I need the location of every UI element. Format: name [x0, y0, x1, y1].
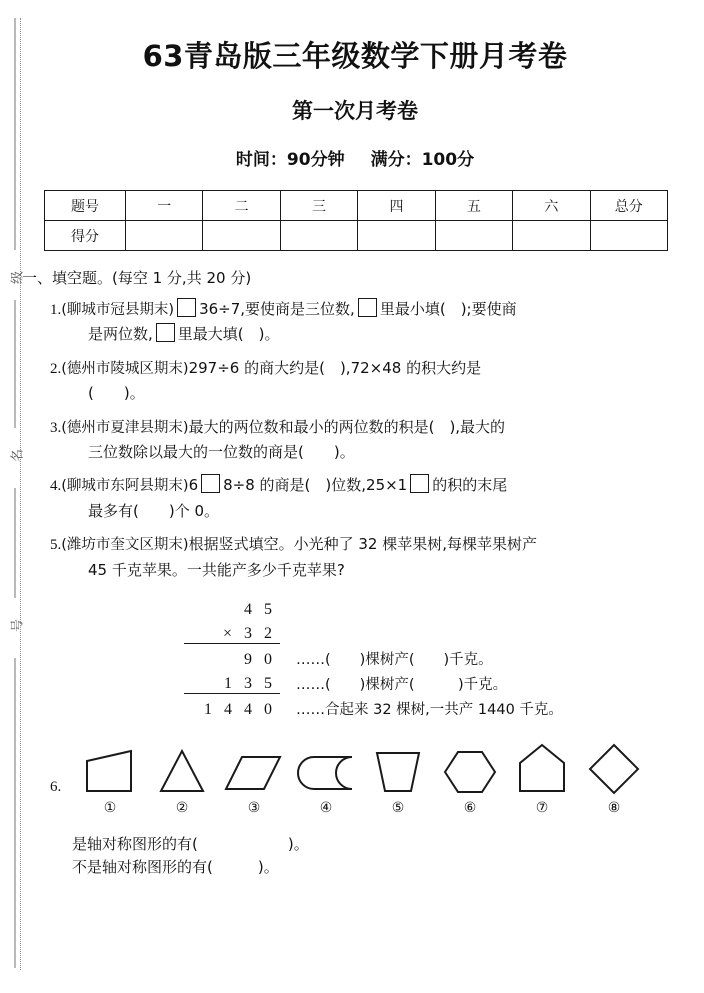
question-2-source: (德州市陵城区期末): [61, 360, 189, 377]
question-6-prompt-symmetric: 是轴对称图形的有( )。: [72, 834, 309, 853]
question-1-text-e: 里最大填(: [177, 325, 244, 344]
question-6: [50, 735, 704, 831]
shape-label-4: ④: [319, 799, 333, 816]
column-header-3: 三: [280, 191, 357, 221]
row-label-question-no: 题号: [45, 191, 126, 221]
product-note: ……合起来 32 棵树,一共产 1440 千克。: [296, 701, 563, 718]
shape-item-8[interactable]: [578, 735, 650, 816]
partial-product-2: 1 3 5: [184, 675, 280, 694]
shape-label-1: ①: [103, 799, 117, 816]
shape-label-7: ⑦: [535, 799, 549, 816]
shape-label-6: ⑥: [463, 799, 477, 816]
product-value: 1 4 4 0: [204, 700, 276, 718]
column-header-6: 六: [513, 191, 590, 221]
question-1-text-c: );要使商: [445, 300, 517, 318]
score-cell-1[interactable]: [126, 221, 203, 251]
question-6-number: 6.: [50, 778, 62, 795]
margin-label-grade: 级: [10, 271, 26, 285]
question-1-text-d: 是两位数,: [88, 325, 153, 344]
question-5-number: 5.: [50, 537, 62, 554]
right-trapezoid-shape-icon: [83, 735, 137, 797]
margin-label-name: 名: [10, 449, 26, 463]
question-1-source: (聊城市冠县期末): [61, 302, 175, 318]
question-1-number: 1.: [50, 302, 62, 318]
question-1-text-f: )。: [243, 325, 280, 344]
parallelogram-shape-icon: [224, 735, 284, 797]
score-cell-6[interactable]: [513, 221, 590, 251]
inverted-trapezoid-shape-icon: [371, 735, 425, 797]
question-2-line2: ( )。: [88, 384, 145, 403]
table-row: [45, 221, 668, 251]
answer-box-icon[interactable]: [201, 474, 220, 493]
shape-label-8: ⑧: [607, 799, 621, 816]
multiplier-value: × 3 2: [184, 625, 280, 644]
vertical-multiplication: [184, 594, 704, 719]
shape-item-3[interactable]: [218, 735, 290, 816]
shape-item-5[interactable]: [362, 735, 434, 816]
answer-box-icon[interactable]: [358, 298, 377, 317]
score-cell-3[interactable]: [280, 221, 357, 251]
question-3-source: (德州市夏津县期末): [61, 419, 189, 436]
column-header-1: 一: [126, 191, 203, 221]
score-cell-total[interactable]: [590, 221, 667, 251]
question-2: [50, 356, 704, 406]
partial-product-1: 9 0: [244, 650, 276, 668]
total-score-label: 满分：100分: [370, 150, 475, 170]
multiplicand-value: 4 5: [244, 600, 276, 618]
seal-line-segment: [14, 18, 16, 250]
question-4-text-c: 的积的末尾: [432, 476, 508, 495]
question-4-number: 4.: [50, 478, 62, 495]
answer-box-icon[interactable]: [156, 323, 175, 342]
question-4-lead: 6: [188, 476, 199, 495]
question-5-line2: 45 千克苹果。一共能产多少千克苹果?: [88, 560, 345, 579]
question-2-text-b: ),72×48 的积大约是: [324, 358, 482, 377]
score-cell-2[interactable]: [203, 221, 280, 251]
shape-item-6[interactable]: [434, 735, 506, 816]
hexagon-shape-icon: [441, 735, 499, 797]
page-subtitle: 第一次月考卷: [292, 99, 418, 123]
column-header-total: 总分: [590, 191, 667, 221]
question-3-text-a: 最大的两位数和最小的两位数的积是(: [188, 417, 435, 436]
seal-line-segment: [14, 300, 16, 428]
shape-item-1[interactable]: [74, 735, 146, 816]
exam-sheet: [22, 0, 704, 993]
section-heading-fill-in-blank: 一、填空题。(每空 1 分,共 20 分): [22, 269, 252, 287]
column-header-5: 五: [435, 191, 512, 221]
calc-row-multiplier: [184, 619, 704, 644]
question-1-text-b: 里最小填(: [379, 300, 446, 318]
seal-line-margin: [0, 0, 34, 993]
triangle-shape-icon: [155, 735, 209, 797]
shape-label-3: ③: [247, 799, 261, 816]
answer-box-icon[interactable]: [177, 298, 196, 317]
question-3-number: 3.: [50, 419, 62, 436]
question-1: [50, 297, 704, 347]
partial-note-2: ……( )棵树产( )千克。: [296, 676, 508, 693]
calc-row-multiplicand: [184, 594, 704, 619]
question-4-text-a: 8÷8 的商是(: [223, 476, 311, 495]
shape-gallery: [74, 735, 650, 816]
question-6-prompt-asymmetric: 不是轴对称图形的有( )。: [72, 857, 279, 876]
shape-item-7[interactable]: [506, 735, 578, 816]
calc-row-partial-2: [184, 669, 704, 694]
seal-line-dotted: [20, 18, 21, 970]
answer-box-icon[interactable]: [410, 474, 429, 493]
question-3-line2: 三位数除以最大的一位数的商是( )。: [88, 443, 355, 462]
crescent-shape-icon: [296, 735, 356, 797]
question-4-text-b: )位数,25×1: [310, 476, 408, 495]
score-cell-4[interactable]: [358, 221, 435, 251]
question-5-source: (潍坊市奎文区期末): [61, 537, 189, 554]
question-1-line2: [88, 322, 704, 346]
score-table: [44, 190, 668, 251]
calc-row-partial-1: [184, 644, 704, 669]
exam-meta: [34, 145, 704, 170]
question-2-number: 2.: [50, 360, 62, 377]
question-1-text-a: 36÷7,要使商是三位数,: [199, 300, 355, 318]
seal-line-segment: [14, 488, 16, 598]
question-4: [50, 473, 704, 523]
question-3: [50, 415, 704, 465]
table-row: [45, 191, 668, 221]
shape-item-4[interactable]: [290, 735, 362, 816]
shape-label-2: ②: [175, 799, 189, 816]
question-3-text-b: ),最大的: [434, 417, 506, 436]
margin-label-number: 号: [10, 619, 26, 633]
column-header-4: 四: [358, 191, 435, 221]
seal-line-segment: [14, 658, 16, 968]
question-5-text-a: 根据竖式填空。小光种了 32 棵苹果树,每棵苹果树产: [188, 535, 537, 554]
question-5: [50, 532, 704, 582]
row-label-score: 得分: [45, 221, 126, 251]
house-pentagon-shape-icon: [514, 735, 570, 797]
question-4-source: (聊城市东阿县期末): [61, 478, 189, 495]
column-header-2: 二: [203, 191, 280, 221]
score-cell-5[interactable]: [435, 221, 512, 251]
calc-row-product: [184, 694, 704, 719]
partial-note-1: ……( )棵树产( )千克。: [296, 651, 493, 668]
shape-label-5: ⑤: [391, 799, 405, 816]
shape-item-2[interactable]: [146, 735, 218, 816]
question-2-text-a: 297÷6 的商大约是(: [188, 358, 325, 377]
diamond-shape-icon: [586, 735, 642, 797]
page-title: 63青岛版三年级数学下册月考卷: [142, 39, 568, 73]
time-label: 时间：90分钟: [235, 150, 345, 170]
question-4-line2: 最多有( )个 0。: [88, 501, 220, 520]
